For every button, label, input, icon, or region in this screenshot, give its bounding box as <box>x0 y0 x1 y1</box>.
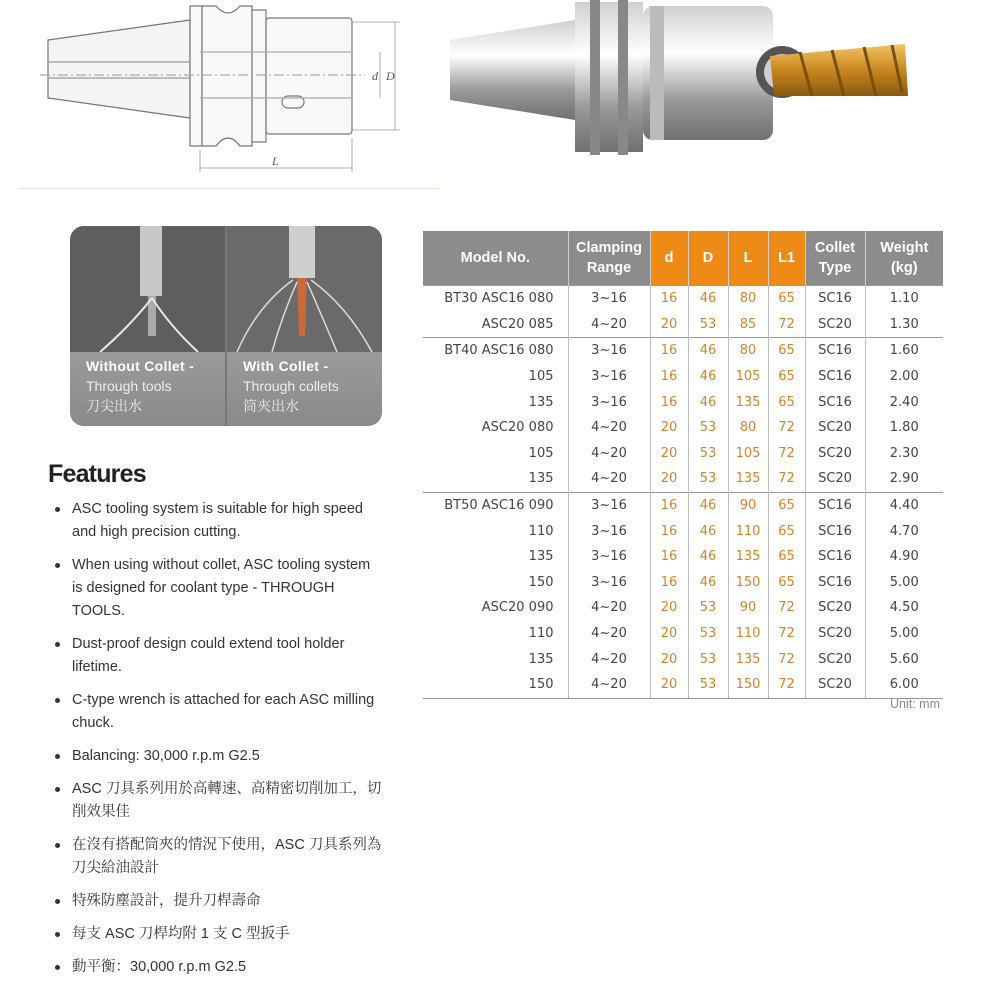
feature-item: When using without collet, ASC tooling system is designed for coolant type - THROUGH TOOLS. <box>52 554 382 623</box>
D-cell: 53 <box>688 312 728 338</box>
clamping-range-cell: 3~16 <box>568 286 650 312</box>
without-collet-chinese: 刀尖出水 <box>86 398 142 414</box>
L-cell: 150 <box>728 672 768 698</box>
L-cell: 80 <box>728 286 768 312</box>
collet-type-cell: SC16 <box>805 544 865 570</box>
with-collet-panel <box>227 226 382 426</box>
table-row <box>423 544 943 570</box>
clamping-range-cell: 4~20 <box>568 621 650 647</box>
model-cell: BT40 ASC16 080 <box>423 338 568 364</box>
model-cell: BT50 ASC16 090 <box>423 492 568 518</box>
L-cell: 80 <box>728 338 768 364</box>
table-row <box>423 672 943 698</box>
unit-note: Unit: mm <box>890 697 940 711</box>
model-cell: 135 <box>423 389 568 415</box>
clamping-range-cell: 4~20 <box>568 646 650 672</box>
header-clamping-range <box>568 231 650 286</box>
D-cell: 46 <box>688 492 728 518</box>
L1-cell: 65 <box>768 544 805 570</box>
collet-type-cell: SC20 <box>805 441 865 467</box>
weight-cell: 4.90 <box>889 549 919 565</box>
without-collet-image <box>70 226 225 352</box>
L1-cell: 65 <box>768 518 805 544</box>
collet-type-cell: SC20 <box>805 621 865 647</box>
d-cell: 20 <box>650 312 688 338</box>
clamping-range-cell: 4~20 <box>568 672 650 698</box>
collet-type-cell: SC20 <box>805 595 865 621</box>
L1-cell: 72 <box>768 672 805 698</box>
feature-item: 在沒有搭配筒夾的情況下使用，ASC 刀具系列為刀尖給油設計 <box>52 834 382 880</box>
table-row <box>423 621 943 647</box>
L1-cell: 65 <box>768 286 805 312</box>
D-cell: 53 <box>688 415 728 441</box>
d-cell: 16 <box>650 492 688 518</box>
d-cell: 20 <box>650 466 688 492</box>
weight-cell: 2.00 <box>889 369 919 385</box>
L1-cell: 65 <box>768 364 805 390</box>
model-cell: 150 <box>423 570 568 596</box>
L1-cell: 72 <box>768 415 805 441</box>
D-cell: 53 <box>688 672 728 698</box>
with-collet-chinese: 筒夾出水 <box>243 398 299 414</box>
clamping-range-cell: 4~20 <box>568 415 650 441</box>
D-cell: 53 <box>688 595 728 621</box>
d-cell: 16 <box>650 544 688 570</box>
L-cell: 90 <box>728 595 768 621</box>
L1-cell: 65 <box>768 570 805 596</box>
D-cell: 46 <box>688 570 728 596</box>
feature-item: ASC tooling system is suitable for high speed and high precision cutting. <box>52 498 382 544</box>
model-cell: ASC20 085 <box>423 312 568 338</box>
L1-cell: 72 <box>768 621 805 647</box>
L-cell: 135 <box>728 544 768 570</box>
weight-cell: 5.00 <box>889 626 919 642</box>
technical-drawing <box>0 0 440 200</box>
L-cell: 90 <box>728 492 768 518</box>
features-list <box>52 498 382 989</box>
collet-type-cell: SC16 <box>805 570 865 596</box>
L1-cell: 72 <box>768 646 805 672</box>
collet-type-cell: SC20 <box>805 312 865 338</box>
without-collet-panel <box>70 226 225 426</box>
without-collet-title: Without Collet - <box>86 358 195 374</box>
D-cell: 53 <box>688 646 728 672</box>
table-row <box>423 595 943 621</box>
collet-type-cell: SC20 <box>805 672 865 698</box>
d-cell: 20 <box>650 441 688 467</box>
weight-cell: 4.70 <box>889 523 919 539</box>
d-cell: 20 <box>650 672 688 698</box>
clamping-range-cell: 3~16 <box>568 570 650 596</box>
clamping-range-cell: 3~16 <box>568 389 650 415</box>
collet-type-cell: SC16 <box>805 286 865 312</box>
model-cell: BT30 ASC16 080 <box>423 286 568 312</box>
collet-type-cell: SC20 <box>805 466 865 492</box>
L-cell: 135 <box>728 389 768 415</box>
tool-holder-photo <box>440 0 920 190</box>
collet-type-cell: SC16 <box>805 338 865 364</box>
d-cell: 16 <box>650 389 688 415</box>
weight-cell: 2.30 <box>889 445 919 461</box>
model-cell: ASC20 080 <box>423 415 568 441</box>
model-cell: 110 <box>423 518 568 544</box>
model-cell: 105 <box>423 364 568 390</box>
with-collet-caption <box>227 352 382 426</box>
header-d: d <box>650 231 688 286</box>
L1-cell: 72 <box>768 466 805 492</box>
weight-cell: 2.90 <box>889 471 919 487</box>
feature-item: 動平衡：30,000 r.p.m G2.5 <box>52 956 382 979</box>
table-row <box>423 364 943 390</box>
L-cell: 80 <box>728 415 768 441</box>
D-cell: 46 <box>688 286 728 312</box>
without-collet-subtitle: Through tools <box>86 378 172 394</box>
header-weight <box>865 231 943 286</box>
dim-label-L: L <box>272 154 279 168</box>
weight-cell: 1.10 <box>865 286 943 312</box>
collet-type-cell: SC16 <box>805 364 865 390</box>
d-cell: 16 <box>650 338 688 364</box>
D-cell: 53 <box>688 441 728 467</box>
header-model: Model No. <box>423 231 568 286</box>
model-cell: 150 <box>423 672 568 698</box>
table-row <box>423 492 943 518</box>
model-cell: 135 <box>423 544 568 570</box>
clamping-range-cell: 3~16 <box>568 338 650 364</box>
L-cell: 110 <box>728 621 768 647</box>
model-cell: 135 <box>423 646 568 672</box>
table-row <box>423 441 943 467</box>
L1-cell: 72 <box>768 312 805 338</box>
collet-type-cell: SC20 <box>805 646 865 672</box>
d-cell: 20 <box>650 595 688 621</box>
L1-cell: 65 <box>768 492 805 518</box>
D-cell: 53 <box>688 466 728 492</box>
D-cell: 46 <box>688 518 728 544</box>
weight-cell: 5.00 <box>889 574 919 590</box>
section-divider <box>20 188 440 189</box>
header-D: D <box>688 231 728 286</box>
feature-item: 特殊防塵設計，提升刀桿壽命 <box>52 890 382 913</box>
header-collet-line2: Type <box>818 260 852 276</box>
model-cell: 105 <box>423 441 568 467</box>
table-row <box>423 338 943 364</box>
L1-cell: 65 <box>768 338 805 364</box>
model-cell: 110 <box>423 621 568 647</box>
D-cell: 46 <box>688 389 728 415</box>
clamping-range-cell: 4~20 <box>568 312 650 338</box>
L-cell: 150 <box>728 570 768 596</box>
d-cell: 20 <box>650 415 688 441</box>
weight-cell: 5.60 <box>889 651 919 667</box>
table-header-row <box>423 231 943 286</box>
D-cell: 46 <box>688 338 728 364</box>
feature-item: C-type wrench is attached for each ASC milling chuck. <box>52 689 382 735</box>
collet-type-cell: SC16 <box>805 389 865 415</box>
model-cell: ASC20 090 <box>423 595 568 621</box>
D-cell: 53 <box>688 621 728 647</box>
clamping-range-cell: 4~20 <box>568 466 650 492</box>
L-cell: 135 <box>728 646 768 672</box>
L-cell: 85 <box>728 312 768 338</box>
features-heading: Features <box>48 460 146 488</box>
header-L: L <box>728 231 768 286</box>
L1-cell: 72 <box>768 595 805 621</box>
collet-type-cell: SC16 <box>805 518 865 544</box>
clamping-range-cell: 4~20 <box>568 595 650 621</box>
with-collet-title: With Collet - <box>243 358 329 374</box>
weight-cell: 1.30 <box>889 316 919 332</box>
d-cell: 16 <box>650 286 688 312</box>
table-row <box>423 415 943 441</box>
clamping-range-cell: 3~16 <box>568 364 650 390</box>
spec-table-body <box>423 286 943 699</box>
L-cell: 110 <box>728 518 768 544</box>
table-row <box>423 286 943 312</box>
header-collet-line1: Collet <box>814 240 856 256</box>
clamping-range-cell: 3~16 <box>568 544 650 570</box>
header-weight-line2: (kg) <box>890 260 918 276</box>
table-row <box>423 389 943 415</box>
L-cell: 105 <box>728 364 768 390</box>
without-collet-caption <box>70 352 225 426</box>
clamping-range-cell: 4~20 <box>568 441 650 467</box>
d-cell: 20 <box>650 621 688 647</box>
collet-type-cell: SC20 <box>805 415 865 441</box>
header-clamping-line1: Clamping <box>575 240 643 256</box>
L-cell: 105 <box>728 441 768 467</box>
table-row <box>423 570 943 596</box>
header-weight-line1: Weight <box>880 240 929 256</box>
L1-cell: 65 <box>768 389 805 415</box>
weight-cell: 6.00 <box>865 672 943 698</box>
weight-cell: 4.50 <box>889 600 919 616</box>
feature-item: ASC 刀具系列用於高轉速、高精密切削加工，切削效果佳 <box>52 778 382 824</box>
coolant-illustration-panel <box>70 226 382 426</box>
dim-label-D: D <box>386 69 395 83</box>
d-cell: 20 <box>650 646 688 672</box>
L1-cell: 72 <box>768 441 805 467</box>
L-cell: 135 <box>728 466 768 492</box>
spec-table <box>423 231 943 699</box>
feature-item: Balancing: 30,000 r.p.m G2.5 <box>52 745 382 768</box>
with-collet-subtitle: Through collets <box>243 378 339 394</box>
dim-label-d: d <box>372 69 378 83</box>
collet-type-cell: SC16 <box>805 492 865 518</box>
clamping-range-cell: 3~16 <box>568 492 650 518</box>
d-cell: 16 <box>650 570 688 596</box>
table-row <box>423 466 943 492</box>
header-collet-type <box>805 231 865 286</box>
table-row <box>423 518 943 544</box>
D-cell: 46 <box>688 364 728 390</box>
header-clamping-line2: Range <box>586 260 632 276</box>
d-cell: 16 <box>650 518 688 544</box>
feature-item: 每支 ASC 刀桿均附 1 支 C 型扳手 <box>52 923 382 946</box>
table-row <box>423 312 943 338</box>
d-cell: 16 <box>650 364 688 390</box>
D-cell: 46 <box>688 544 728 570</box>
table-row <box>423 646 943 672</box>
header-L1: L1 <box>768 231 805 286</box>
clamping-range-cell: 3~16 <box>568 518 650 544</box>
with-collet-image <box>227 226 382 352</box>
feature-item: Dust-proof design could extend tool holder lifetime. <box>52 633 382 679</box>
weight-cell: 1.80 <box>889 420 919 436</box>
weight-cell: 2.40 <box>889 394 919 410</box>
weight-cell: 1.60 <box>865 338 943 364</box>
model-cell: 135 <box>423 466 568 492</box>
weight-cell: 4.40 <box>865 492 943 518</box>
